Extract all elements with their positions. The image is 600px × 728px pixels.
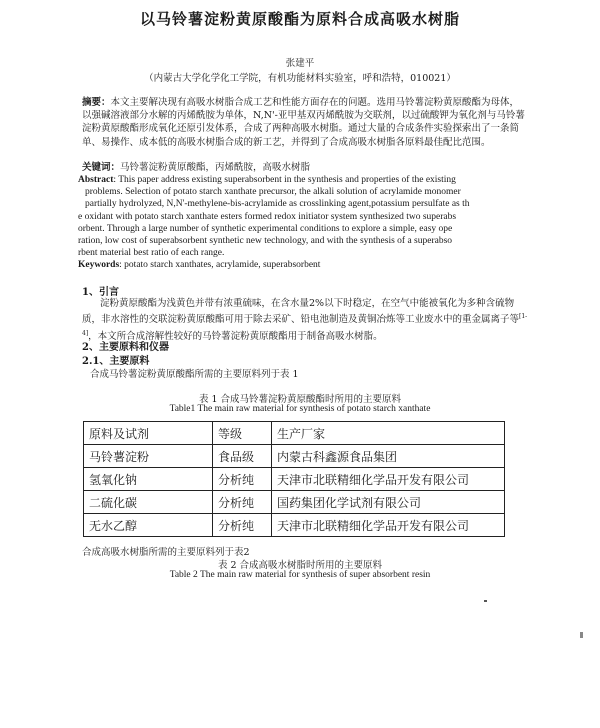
section-2-1-heading: 2.1、主要原料 xyxy=(82,356,150,367)
scan-artifact xyxy=(484,600,487,602)
abstract-en-line-1: : This paper address existing superabsorbent in the synthesis and properties of the existing xyxy=(113,175,456,185)
keywords-cn-text: 马铃薯淀粉黄原酸酯，丙烯酰胺，高吸水树脂 xyxy=(120,162,311,173)
table-row xyxy=(84,468,505,491)
abstract-cn xyxy=(82,96,528,149)
section-2-heading: 2、主要原料和仪器 xyxy=(82,342,169,353)
cell-manufacturer: 国药集团化学试剂有限公司 xyxy=(272,491,505,514)
author-affiliation: （内蒙古大学化学化工学院，有机功能材料实验室，呼和浩特，010021） xyxy=(144,73,456,84)
cell-material: 马铃薯淀粉 xyxy=(84,445,213,468)
header-manufacturer: 生产厂家 xyxy=(272,422,505,445)
abstract-en-line-4: e oxidant with potato starch xanthate esters formed redox initiator system synthesized two superabs xyxy=(78,211,457,222)
cell-manufacturer: 天津市北联精细化学品开发有限公司 xyxy=(272,468,505,491)
table-row xyxy=(84,445,505,468)
keywords-cn xyxy=(82,161,528,174)
author-name: 张建平 xyxy=(285,58,315,69)
abstract-cn-label: 摘要： xyxy=(82,97,111,108)
table-2-caption-cn: 表 2 合成高吸水树脂时所用的主要原料 xyxy=(217,560,383,571)
table-2-caption-en: Table 2 The main raw material for synthesis of super absorbent resin xyxy=(169,570,431,580)
keywords-en-label: Keywords xyxy=(78,260,120,271)
scan-artifact xyxy=(580,632,583,638)
table-1-caption-en: Table1 The main raw material for synthesis of potato starch xanthate xyxy=(169,404,431,414)
table-row xyxy=(84,514,505,537)
citation: [1-4] xyxy=(82,313,528,337)
section-1-text: 淀粉黄原酸酯为浅黄色并带有浓重硫味，在含水量2%以下时稳定，在空气中能被氧化为多种含硫物质，非水溶性的交联淀粉黄原酸酯可用于除去采矿、铅电池制造及黄铜冶炼等工业废水中的重金属离子等 xyxy=(82,298,520,326)
cell-grade: 分析纯 xyxy=(213,491,272,514)
abstract-en-line-6: ration, low cost of superabsorbent synthetic new technology, and with the synthesis of a superabso xyxy=(78,236,453,247)
cell-material: 氢氧化钠 xyxy=(84,468,213,491)
table-1-caption-cn: 表 1 合成马铃薯淀粉黄原酸酯时所用的主要原料 xyxy=(198,394,402,405)
cell-grade: 分析纯 xyxy=(213,468,272,491)
abstract-en-line-2: problems. Selection of potato starch xanthate precursor, the alkali solution of acrylamide monomer xyxy=(85,187,461,198)
cell-grade: 食品级 xyxy=(213,445,272,468)
section-1-body xyxy=(82,297,528,343)
section-1-text-after: ，本文所合成溶解性较好的马铃薯淀粉黄原酸酯用于制备高吸水树脂。 xyxy=(88,330,383,342)
keywords-cn-label: 关键词： xyxy=(82,162,121,173)
keywords-en-text: : potato starch xanthates, acrylamide, superabsorbent xyxy=(119,260,321,271)
header-grade: 等级 xyxy=(213,422,272,445)
abstract-en xyxy=(78,174,538,272)
table-row xyxy=(84,491,505,514)
abstract-en-label: Abstract xyxy=(78,175,114,185)
table-1-intro: 合成马铃薯淀粉黄原酸酯所需的主要原料列于表 1 xyxy=(90,369,299,380)
abstract-en-line-3: partially hydrolyzed, N,N'-methylene-bis-acrylamide as crosslinking agent,potassium persulfate as th xyxy=(85,199,470,210)
table-header-row xyxy=(84,422,505,445)
cell-manufacturer: 天津市北联精细化学品开发有限公司 xyxy=(272,514,505,537)
abstract-en-line-5: orbent. Through a large number of synthetic experimental conditions to explore a simple, easy ope xyxy=(78,223,453,234)
abstract-en-line-7: rbent material best ratio of each range. xyxy=(78,248,225,259)
cell-material: 二硫化碳 xyxy=(84,491,213,514)
cell-grade: 分析纯 xyxy=(213,514,272,537)
cell-manufacturer: 内蒙古科鑫源食品集团 xyxy=(272,445,505,468)
abstract-cn-text: 本文主要解决现有高吸水树脂合成工艺和性能方面存在的问题。选用马铃薯淀粉黄原酸酯为母体，以强碱溶液部分水解的丙烯酰胺为单体，N,N'-亚甲基双丙烯酰胺为交联剂，以过硫酸钾为氧化剂与马铃薯淀粉黄原酸酯形成氧化还原引发体系，合成了两种高吸水树脂。通过大量的合成条件实验探索出了一条简单、易操作、成本低的高吸水树脂合成的新工艺，并得到了合成高吸水树脂各原料最佳配比范围。 xyxy=(82,97,525,148)
cell-material: 无水乙醇 xyxy=(84,514,213,537)
raw-material-table-1 xyxy=(83,421,505,537)
header-material: 原料及试剂 xyxy=(84,422,213,445)
section-1-heading: 1、引言 xyxy=(82,287,119,298)
table-2-intro: 合成高吸水树脂所需的主要原料列于表2 xyxy=(82,547,250,558)
paper-title: 以马铃薯淀粉黄原酸酯为原料合成高吸水树脂 xyxy=(139,10,460,28)
